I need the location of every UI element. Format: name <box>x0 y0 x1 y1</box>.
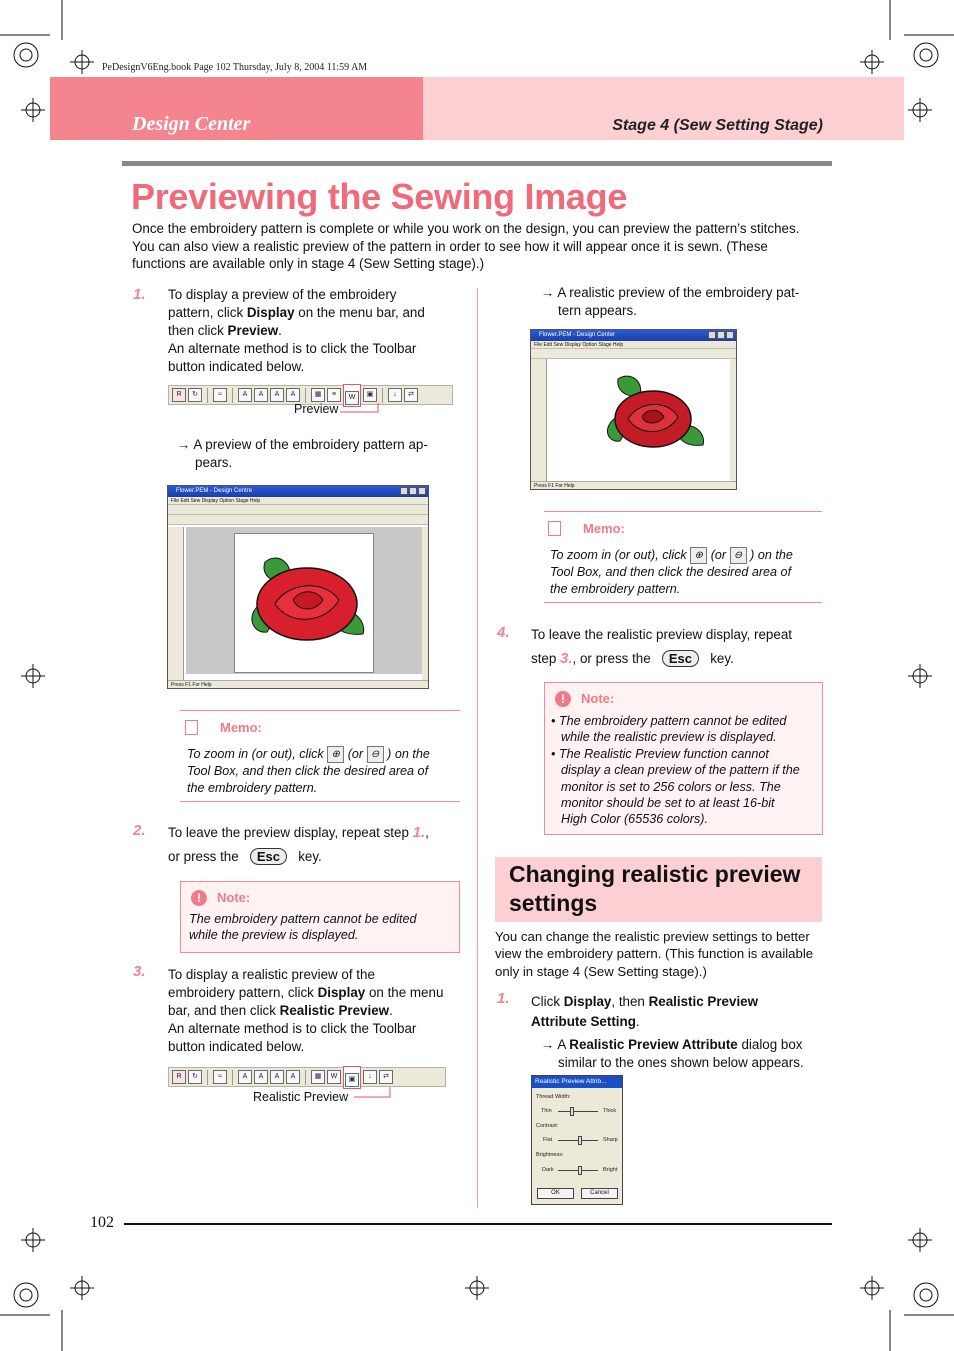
preview-caption: Preview <box>294 402 339 416</box>
note-line: while the realistic preview is displayed. <box>561 730 777 745</box>
memo-heading <box>185 720 262 735</box>
text: To zoom in (or out), click <box>187 747 324 761</box>
dark-label: Dark <box>542 1167 554 1173</box>
write-icon[interactable]: ↓ <box>363 1070 377 1084</box>
text-bold: Display <box>246 305 295 320</box>
text-icon[interactable]: A <box>238 1070 252 1084</box>
close-icon[interactable] <box>726 331 734 339</box>
sstep1-text <box>531 992 831 1032</box>
text: key. <box>298 849 322 864</box>
window-toolbar <box>168 505 428 515</box>
grid-icon[interactable]: ▦ <box>311 388 325 402</box>
slider-thumb <box>578 1166 582 1175</box>
note-title: Note: <box>581 691 615 706</box>
memo-heading <box>548 521 625 536</box>
intro-paragraph: Once the embroidery pattern is complete or while you work on the design, you can preview the pattern’s stitches. You can also view a realistic preview of the pattern in order to see how it will appear once it is sewn. (These functions are available only in stage 4 (Sew Setting stage).) <box>132 221 800 271</box>
warning-icon: ! <box>191 890 207 906</box>
step3-line: An alternate method is to click the Toolbar <box>168 1021 417 1036</box>
grid-icon[interactable]: ▦ <box>311 1070 325 1084</box>
sresult-text <box>541 1036 831 1072</box>
note-title: Note: <box>217 890 251 905</box>
text: To zoom in (or out), click <box>550 548 687 562</box>
close-icon[interactable] <box>418 487 426 495</box>
result-line: tern appears. <box>558 303 637 318</box>
text-vertical-icon[interactable]: A <box>286 1070 300 1084</box>
result-line: → A preview of the embroidery pattern ap- <box>177 437 428 452</box>
step1-line: To display a preview of the embroidery <box>168 287 397 302</box>
text-arc-icon[interactable]: A <box>270 388 284 402</box>
memo-box-right <box>544 511 822 603</box>
step3-text <box>168 966 468 1056</box>
text: . <box>635 1014 640 1029</box>
window-titlebar <box>168 486 428 497</box>
step3-line <box>168 984 468 1002</box>
memo-title: Memo: <box>220 720 262 735</box>
contrast-label: Contrast: <box>536 1123 559 1129</box>
text: on the menu <box>365 985 444 1000</box>
text: on the menu bar, and <box>294 305 425 320</box>
realistic-preview-button-highlight <box>343 1066 361 1089</box>
note-line: High Color (65536 colors). <box>561 812 708 827</box>
footer-rule <box>124 1223 832 1225</box>
slider-thumb <box>578 1136 582 1145</box>
zoom-in-icon: ⊕ <box>690 547 707 564</box>
select-tool-icon[interactable]: R <box>172 1070 186 1084</box>
minimize-icon[interactable] <box>400 487 408 495</box>
step3-line: button indicated below. <box>168 1039 305 1054</box>
zoom-in-icon: ⊕ <box>327 746 344 763</box>
result-line: → A realistic preview of the embroidery pat- <box>541 285 800 300</box>
brightness-label: Brightness: <box>536 1152 564 1158</box>
flat-label: Flat <box>543 1137 553 1143</box>
text: key. <box>710 651 734 666</box>
memo-box <box>180 710 460 802</box>
sew-order-icon[interactable]: ≡ <box>327 388 341 402</box>
text: , or press the <box>572 651 651 666</box>
result3-text <box>541 284 826 320</box>
note-line: • The embroidery pattern cannot be edited <box>551 714 787 728</box>
transfer-icon[interactable]: ⇄ <box>379 1070 393 1084</box>
text: or press the <box>168 849 239 864</box>
contrast-slider[interactable] <box>558 1140 598 1141</box>
rose-realistic-preview <box>598 367 708 462</box>
preview-icon[interactable]: W <box>327 1070 341 1084</box>
subsection-intro: You can change the realistic preview settings to better view the embroidery pattern. (This function is available only in stage 4 (Sew Setting stage).) <box>495 929 814 979</box>
text-bold: Display <box>563 994 612 1009</box>
step-number-s1: 1. <box>497 990 510 1007</box>
page-number: 102 <box>90 1214 114 1231</box>
text: (or <box>710 548 727 562</box>
step-number-4: 4. <box>497 624 510 641</box>
text-arc-icon[interactable]: A <box>270 1070 284 1084</box>
text-bold: Realistic Preview <box>648 994 759 1009</box>
window-toolbar-2 <box>168 515 428 525</box>
design-area <box>186 527 422 674</box>
warning-icon: ! <box>555 691 571 707</box>
rotate-icon[interactable]: ↻ <box>188 1070 202 1084</box>
realistic-design-area <box>548 359 730 475</box>
section-title: Design Center <box>132 113 251 135</box>
text: , <box>425 825 429 840</box>
text-vertical-icon[interactable]: A <box>286 388 300 402</box>
text: To leave the preview display, repeat step <box>168 825 413 840</box>
text-bold: Attribute Setting <box>531 1014 636 1029</box>
realistic-preview-icon[interactable]: ▣ <box>345 1073 359 1087</box>
page-title: Previewing the Sewing Image <box>131 176 628 217</box>
preview-icon[interactable]: W <box>345 391 359 405</box>
text: → A <box>541 1037 570 1052</box>
result-line: similar to the ones shown below appears. <box>558 1055 804 1070</box>
text: (or <box>347 747 364 761</box>
step4-text <box>531 626 831 668</box>
note-body <box>551 713 821 828</box>
step2-text <box>168 824 468 866</box>
text: . <box>389 1003 393 1018</box>
window-title: Flower.PEM - Design Center <box>539 332 616 338</box>
title-rule <box>122 161 832 166</box>
esc-key: Esc <box>662 650 699 667</box>
select-tool-icon[interactable]: R <box>172 388 186 402</box>
note-line: display a clean preview of the pattern if the <box>561 763 800 778</box>
text: ) on the <box>750 548 793 562</box>
result-line: pears. <box>195 455 233 470</box>
text: pattern, click <box>168 305 247 320</box>
book-info-line: PeDesignV6Eng.book Page 102 Thursday, July 8, 2004 11:59 AM <box>102 62 368 73</box>
esc-key: Esc <box>250 848 287 865</box>
window-menubar[interactable]: File Edit Sew Display Option Stage Help <box>168 497 428 505</box>
text: then click <box>168 323 228 338</box>
step1-line: An alternate method is to click the Toolbar <box>168 341 417 356</box>
step4-line: To leave the realistic preview display, repeat <box>531 627 792 642</box>
text: Click <box>531 994 564 1009</box>
transfer-icon[interactable]: ⇄ <box>404 388 418 402</box>
realistic-preview-window <box>530 329 737 490</box>
text-path-icon[interactable]: A <box>254 1070 268 1084</box>
thread-width-slider[interactable] <box>558 1111 598 1112</box>
step-ref: 1. <box>412 824 426 841</box>
step2-line <box>168 824 468 842</box>
realistic-callout-line <box>350 1087 395 1101</box>
vertical-scrollbar[interactable] <box>730 359 736 481</box>
step-number-2: 2. <box>133 822 146 839</box>
write-icon[interactable]: ↓ <box>388 388 402 402</box>
window-statusbar: Press F1 For Help <box>531 481 736 489</box>
stitch-icon[interactable]: ≈ <box>213 388 227 402</box>
sstep1-line <box>531 992 831 1012</box>
step-number-3: 3. <box>133 963 146 980</box>
memo-line <box>187 746 459 763</box>
window-titlebar <box>531 330 736 341</box>
text: . <box>278 323 282 338</box>
memo-line: the embroidery pattern. <box>187 781 318 796</box>
rotate-icon[interactable]: ↻ <box>188 388 202 402</box>
note-line: while the preview is displayed. <box>189 928 359 943</box>
note-box <box>180 881 460 953</box>
memo-title: Memo: <box>583 521 625 536</box>
subsection-heading: Changing realistic preview settings <box>495 857 822 922</box>
dialog-title: Realistic Preview Attrib... <box>532 1076 622 1088</box>
memo-body <box>187 746 459 797</box>
text-bold: Realistic Preview Attribute <box>569 1037 738 1052</box>
note-line: monitor is set to 256 colors or less. The <box>561 779 781 794</box>
step4-line <box>531 650 831 668</box>
bright-label: Bright <box>603 1167 618 1173</box>
text-bold: Display <box>317 985 366 1000</box>
step-ref: 3. <box>560 650 573 667</box>
realistic-preview-icon[interactable]: ▣ <box>363 388 377 402</box>
text-bold: Preview <box>227 323 279 338</box>
memo-line: Tool Box, and then click the desired area of <box>550 565 792 580</box>
brightness-slider[interactable] <box>558 1170 598 1171</box>
step1-line <box>168 304 468 322</box>
toolbar-realistic-preview <box>168 1067 446 1087</box>
note-line: monitor should be set to at least 16-bit <box>561 796 775 811</box>
stage-title: Stage 4 (Sew Setting Stage) <box>612 117 823 134</box>
text-icon[interactable]: A <box>238 388 252 402</box>
window-toolbox <box>168 527 184 680</box>
cancel-button[interactable]: Cancel <box>581 1188 618 1199</box>
preview-window <box>167 485 429 689</box>
note-line: The embroidery pattern cannot be edited <box>189 912 417 926</box>
text: bar, and then click <box>168 1003 280 1018</box>
window-toolbox <box>531 359 547 481</box>
note-line: • The Realistic Preview function cannot <box>551 746 769 761</box>
rose-embroidery-preview <box>235 534 375 674</box>
sharp-label: Sharp <box>603 1137 618 1143</box>
thin-label: Thin <box>541 1108 552 1114</box>
step-number-1: 1. <box>133 286 146 303</box>
step1-line: button indicated below. <box>168 359 305 374</box>
zoom-out-icon: ⊖ <box>730 547 747 564</box>
step3-line: To display a realistic preview of the <box>168 967 375 982</box>
ok-button[interactable]: OK <box>537 1188 574 1199</box>
window-toolbar <box>531 349 736 359</box>
note-box-right <box>544 682 823 835</box>
stitch-icon[interactable]: ≈ <box>213 1070 227 1084</box>
text: , then <box>611 994 649 1009</box>
slider-thumb <box>570 1107 574 1116</box>
realistic-preview-attribute-dialog <box>531 1075 623 1205</box>
text-path-icon[interactable]: A <box>254 388 268 402</box>
step1-text <box>168 286 468 376</box>
zoom-out-icon: ⊖ <box>367 746 384 763</box>
sstep1-line <box>531 1012 831 1032</box>
book-icon <box>548 521 561 536</box>
text-bold: Realistic Preview <box>279 1003 390 1018</box>
result1-text <box>177 436 457 472</box>
window-title: Flower.PEM - Design Centre <box>176 488 253 494</box>
step1-line <box>168 322 468 340</box>
window-menubar[interactable]: File Edit Sew Display Option Stage Help <box>531 341 736 349</box>
design-page <box>234 533 374 673</box>
result-line <box>541 1036 831 1054</box>
realistic-preview-caption: Realistic Preview <box>253 1090 349 1104</box>
maximize-icon[interactable] <box>717 331 725 339</box>
thick-label: Thick <box>603 1108 617 1114</box>
vertical-scrollbar[interactable] <box>422 527 428 680</box>
window-statusbar: Press F1 For Help <box>168 680 428 688</box>
memo-body <box>550 547 822 598</box>
memo-line: the embroidery pattern. <box>550 582 681 597</box>
note-heading <box>555 691 614 707</box>
memo-line: Tool Box, and then click the desired area of <box>187 764 429 779</box>
book-icon <box>185 720 198 735</box>
step2-line <box>168 848 468 866</box>
thread-width-label: Thread Width: <box>536 1094 571 1100</box>
memo-line <box>550 547 822 564</box>
minimize-icon[interactable] <box>708 331 716 339</box>
text: ) on the <box>387 747 430 761</box>
text: dialog box <box>737 1037 803 1052</box>
text: step <box>531 651 561 666</box>
step3-line <box>168 1002 468 1020</box>
text: embroidery pattern, click <box>168 985 318 1000</box>
column-divider <box>477 288 478 1208</box>
maximize-icon[interactable] <box>409 487 417 495</box>
note-heading <box>191 890 250 906</box>
note-body <box>189 911 457 944</box>
